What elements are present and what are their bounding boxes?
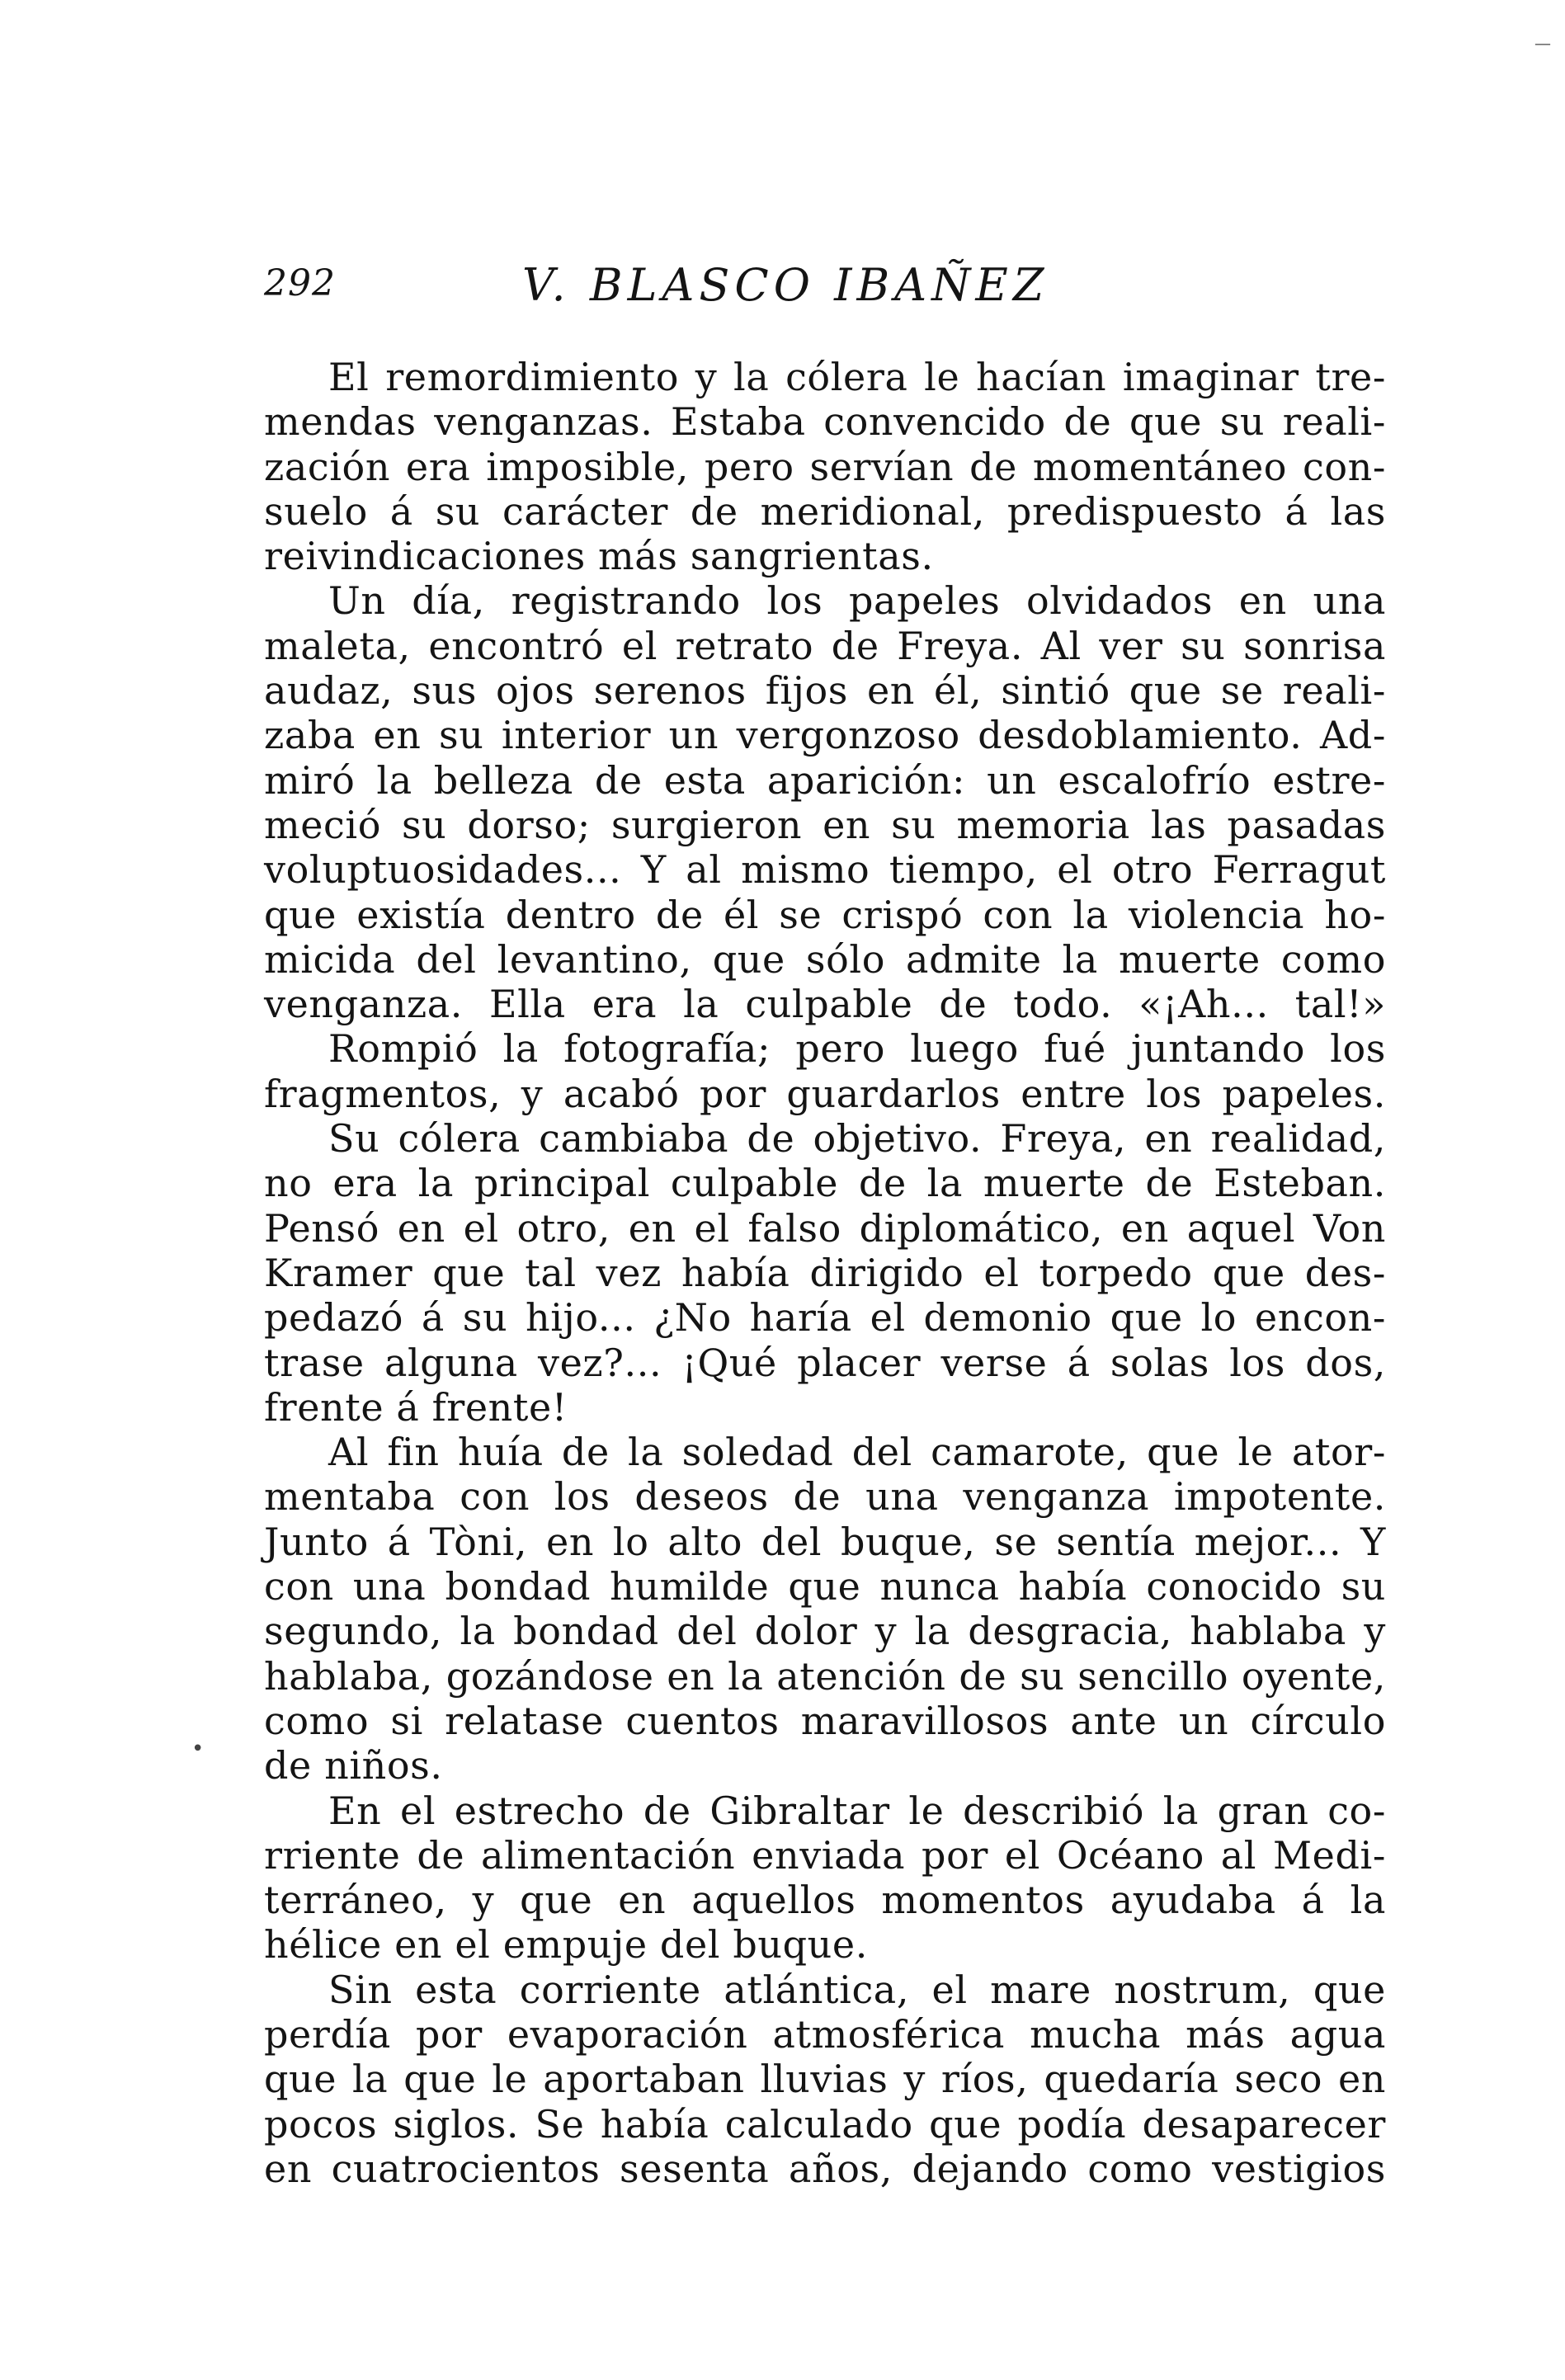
text-line: Un día, registrando los papeles olvidados en una (328, 578, 1386, 624)
text-line: segundo, la bondad del dolor y la desgracia, hablaba y (264, 1609, 1386, 1654)
text-line: mendas venganzas. Estaba convencido de que su reali- (264, 399, 1386, 445)
text-line: audaz, sus ojos serenos fijos en él, sintió que se reali- (264, 668, 1386, 714)
text-line: con una bondad humilde que nunca había conocido su (264, 1564, 1386, 1609)
page-header (264, 259, 1386, 328)
text-line: mentaba con los deseos de una venganza impotente. (264, 1474, 1386, 1520)
text-line: maleta, encontró el retrato de Freya. Al ver su sonrisa (264, 623, 1386, 668)
body-text (264, 355, 1386, 2191)
text-line: Rompió la fotografía; pero luego fué juntando los (328, 1026, 1386, 1072)
text-line: suelo á su carácter de meridional, predispuesto á las (264, 488, 1386, 534)
text-line: reivindicaciones más sangrientas. (264, 534, 934, 579)
text-line: que la que le aportaban lluvias y ríos, quedaría seco en (264, 2057, 1386, 2102)
text-line: meció su dorso; surgieron en su memoria las pasadas (264, 802, 1386, 847)
text-line: micida del levantino, que sólo admite la muerte como (264, 936, 1386, 982)
text-line: Pensó en el otro, en el falso diplomático, en aquel Von (264, 1205, 1386, 1251)
text-line: Junto á Tòni, en lo alto del buque, se sentía mejor... Y (264, 1519, 1386, 1564)
text-line: trase alguna vez?... ¡Qué placer verse á solas los dos, (264, 1340, 1386, 1385)
text-line: voluptuosidades... Y al mismo tiempo, el otro Ferragut (264, 847, 1386, 893)
running-head: V. BLASCO IBAÑEZ (522, 259, 1049, 311)
page-number: 292 (264, 262, 336, 304)
text-line: venganza. Ella era la culpable de todo. «¡Ah... tal!» (264, 982, 1386, 1027)
text-line: zaba en su interior un vergonzoso desdoblamiento. Ad- (264, 713, 1386, 758)
text-line: frente á frente! (264, 1384, 568, 1430)
text-line: en cuatrocientos sesenta años, dejando como vestigios (264, 2146, 1386, 2191)
text-line: perdía por evaporación atmosférica mucha más agua (264, 2011, 1386, 2057)
text-line: como si relatase cuentos maravillosos ante un círculo (264, 1698, 1386, 1743)
text-line: Sin esta corriente atlántica, el mare nostrum, que (328, 1967, 1386, 2012)
text-line: Kramer que tal vez había dirigido el torpedo que des- (264, 1250, 1386, 1295)
text-line: Al fin huía de la soledad del camarote, que le ator- (328, 1430, 1386, 1475)
text-line: de niños. (264, 1743, 443, 1789)
text-line: terráneo, y que en aquellos momentos ayudaba á la (264, 1878, 1386, 1923)
text-line: Su cólera cambiaba de objetivo. Freya, en realidad, (328, 1116, 1386, 1162)
text-line: hablaba, gozándose en la atención de su sencillo oyente, (264, 1653, 1386, 1699)
text-line: En el estrecho de Gibraltar le describió la gran co- (328, 1788, 1386, 1833)
print-speck: — (1534, 33, 1551, 53)
print-speck: • (191, 1737, 205, 1761)
text-line: pedazó á su hijo... ¿No haría el demonio que lo encon- (264, 1295, 1386, 1341)
text-line: hélice en el empuje del buque. (264, 1922, 868, 1968)
text-line: que existía dentro de él se crispó con la violencia ho- (264, 892, 1386, 937)
text-line: no era la principal culpable de la muerte de Esteban. (264, 1161, 1386, 1206)
text-line: miró la belleza de esta aparición: un escalofrío estre- (264, 757, 1386, 803)
text-line: zación era imposible, pero servían de momentáneo con- (264, 444, 1386, 489)
text-line: fragmentos, y acabó por guardarlos entre los papeles. (264, 1071, 1386, 1116)
text-line: El remordimiento y la cólera le hacían imaginar tre- (328, 355, 1386, 399)
text-line: rriente de alimentación enviada por el Océano al Medi- (264, 1832, 1386, 1878)
text-line: pocos siglos. Se había calculado que podía desaparecer (264, 2101, 1386, 2147)
